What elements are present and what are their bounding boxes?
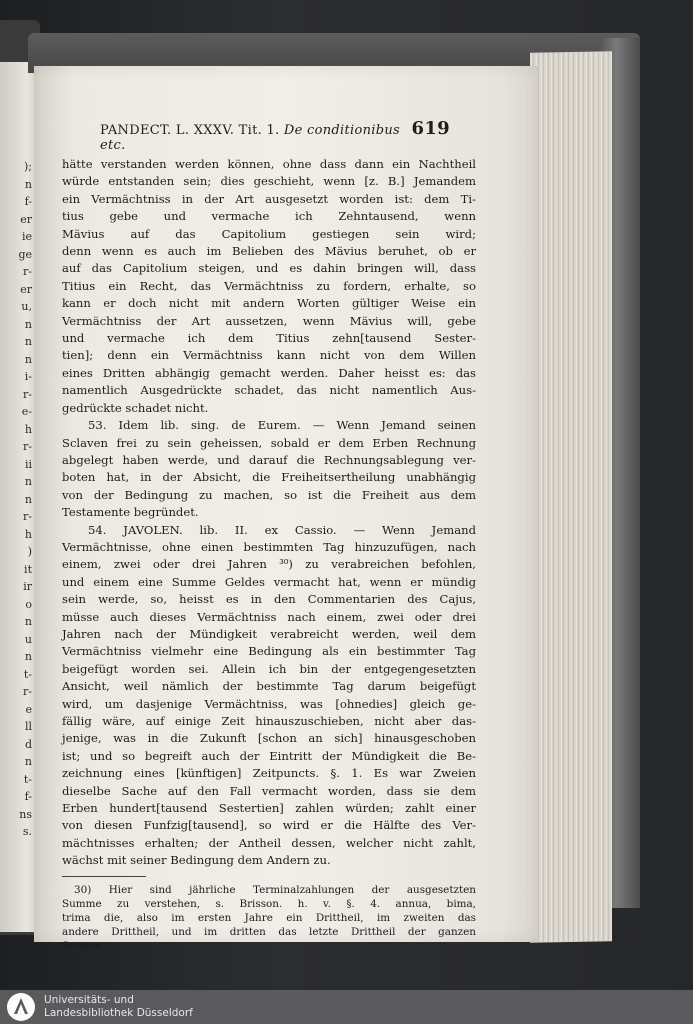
library-name-line2: Landesbibliothek Düsseldorf bbox=[44, 1007, 193, 1019]
margin-fragment: er bbox=[20, 282, 32, 296]
left-page-margin-text bbox=[12, 158, 32, 841]
margin-fragment: n bbox=[24, 177, 32, 191]
left-page bbox=[0, 62, 34, 932]
text-line: Testamente begründet. bbox=[62, 505, 199, 520]
text-line: Ansicht, weil nämlich der bestimmte Tag darum beigefügt bbox=[62, 679, 476, 694]
margin-fragment: n bbox=[24, 317, 32, 331]
margin-fragment: r- bbox=[23, 387, 32, 401]
text-line: 54. JAVOLEN. lib. II. ex Cassio. — Wenn Jemand bbox=[88, 522, 476, 537]
margin-fragment: ir bbox=[23, 580, 32, 593]
text-line: dieselbe Sache auf den Fall vermacht worden, dass sie dem bbox=[62, 783, 476, 798]
text-line: hätte verstanden werden können, ohne dass dann ein Nachtheil bbox=[62, 157, 476, 171]
header-left: PANDECT. L. XXXV. Tit. 1. bbox=[100, 123, 280, 138]
margin-fragment: f- bbox=[24, 195, 32, 208]
margin-fragment: e- bbox=[21, 405, 32, 418]
margin-fragment: n bbox=[24, 755, 32, 768]
library-logo-icon bbox=[6, 992, 36, 1022]
margin-fragment: t- bbox=[23, 667, 32, 681]
margin-fragment: f- bbox=[24, 790, 32, 803]
text-line: tius gebe und vermache ich Zehntausend, wenn bbox=[62, 209, 476, 224]
text-line: Erben hundert[tausend Sestertien] zahlen würden; zahlt einer bbox=[62, 801, 476, 816]
footnote-line: Summe zu verstehen, s. Brisson. h. v. §. 4. annua, bima, bbox=[62, 897, 476, 910]
footnote bbox=[62, 883, 476, 953]
text-line: boten hat, in der Absicht, die Freiheitsertheilung unabhängig bbox=[62, 470, 476, 485]
margin-fragment: ii bbox=[24, 457, 32, 471]
margin-fragment: ll bbox=[24, 720, 32, 733]
footnote-line: trima die, also im ersten Jahre ein Drittheil, im zweiten das bbox=[62, 911, 476, 924]
margin-fragment: ge bbox=[18, 247, 32, 261]
margin-fragment: r- bbox=[23, 685, 32, 698]
text-line: kann er doch nicht mit andern Worten gültiger Weise ein bbox=[62, 296, 476, 311]
text-line: zeichnung eines [künftigen] Zeitpuncts. §. 1. Es war Zweien bbox=[62, 766, 476, 781]
page-body bbox=[62, 156, 476, 953]
text-line: von der Bedingung zu machen, so ist die Freiheit aus dem bbox=[62, 487, 476, 502]
library-footer bbox=[0, 990, 693, 1024]
text-line: namentlich Ausgedrückte schadet, das nicht namentlich Aus- bbox=[62, 383, 476, 398]
text-line: einem, zwei oder drei Jahren ³⁰) zu verabreichen befohlen, bbox=[62, 557, 476, 572]
text-line: fällig wäre, auf einige Zeit hinauszuschieben, nicht aber das- bbox=[62, 714, 476, 728]
text-line: Sclaven frei zu sein geheissen, sobald er dem Erben Rechnung bbox=[62, 435, 476, 450]
margin-fragment: e bbox=[25, 702, 32, 716]
text-line: ein Vermächtniss in der Art ausgesetzt worden ist: dem Ti- bbox=[62, 191, 476, 206]
header-title bbox=[100, 123, 412, 153]
page-number: 619 bbox=[411, 118, 450, 139]
text-line: Vermächtniss der Art aussetzen, wenn Mävius will, gebe bbox=[62, 313, 476, 328]
margin-fragment: n bbox=[24, 475, 32, 488]
margin-fragment: it bbox=[24, 562, 32, 576]
text-line: jenige, was in die Zukunft [schon an sich] hinausgeschoben bbox=[62, 731, 476, 746]
margin-fragment: n bbox=[24, 492, 32, 506]
margin-fragment: h bbox=[24, 422, 32, 436]
text-line: müsse auch dieses Vermächtniss nach einem, zwei oder drei bbox=[62, 609, 476, 624]
margin-fragment: ) bbox=[27, 545, 32, 558]
text-line: Titius ein Recht, das Vermächtniss zu fordern, erhalte, so bbox=[62, 278, 476, 293]
text-line: von diesen Funfzig[tausend], so wird er die Hälfte des Ver- bbox=[62, 818, 476, 833]
margin-fragment: ); bbox=[24, 160, 32, 173]
text-line: und vermache ich dem Titius zehn[tausend Sester- bbox=[62, 331, 476, 346]
footnote-rule bbox=[62, 876, 146, 877]
margin-fragment: ns bbox=[19, 807, 32, 821]
text-line: Vermächtnisse, ohne einen bestimmten Tag hinzuzufügen, nach bbox=[62, 539, 476, 554]
text-line: beigefügt worden sei. Allein ich bin der entgegengesetzten bbox=[62, 661, 476, 676]
text-line: ist; und so begreift auch der Eintritt der Mündigkeit die Be- bbox=[62, 748, 476, 763]
margin-fragment: n bbox=[24, 650, 32, 663]
margin-fragment: t- bbox=[23, 772, 32, 786]
text-line: Mävius auf das Capitolium gestiegen sein wird; bbox=[62, 226, 476, 241]
footnote-line: andere Drittheil, und im dritten das letzte Drittheil der ganzen bbox=[62, 925, 476, 938]
text-line: wächst mit seiner Bedingung dem Andern zu. bbox=[62, 853, 331, 868]
page-edges bbox=[530, 51, 612, 942]
margin-fragment: ie bbox=[21, 230, 32, 243]
text-line: tien]; denn ein Vermächtniss kann nicht von dem Willen bbox=[62, 348, 476, 363]
margin-fragment: u bbox=[24, 632, 32, 646]
header-italic: De conditionibus etc. bbox=[100, 123, 401, 153]
text-line: denn wenn es auch im Belieben des Mävius beruhet, ob er bbox=[62, 244, 476, 259]
margin-fragment: r- bbox=[23, 440, 32, 453]
library-name-line1: Universitäts- und bbox=[44, 994, 134, 1006]
footnote-line: Summe. bbox=[62, 939, 105, 952]
text-line: mächtnisses erhalten; der Antheil dessen, welcher nicht zahlt, bbox=[62, 835, 476, 850]
margin-fragment: h bbox=[24, 527, 32, 541]
body-text bbox=[62, 156, 476, 870]
text-line: würde entstanden sein; dies geschieht, wenn [z. B.] Jemandem bbox=[62, 174, 476, 189]
library-name bbox=[44, 994, 193, 1020]
margin-fragment: s. bbox=[22, 825, 32, 838]
margin-fragment: r- bbox=[23, 265, 32, 278]
text-line: Vermächtniss vielmehr eine Bedingung als ein bestimmter Tag bbox=[62, 644, 476, 659]
running-header bbox=[100, 118, 450, 153]
text-line: 53. Idem lib. sing. de Eurem. — Wenn Jemand seinen bbox=[88, 418, 476, 433]
margin-fragment: n bbox=[24, 335, 32, 348]
margin-fragment: n bbox=[24, 352, 32, 366]
footnote-line: 30) Hier sind jährliche Terminalzahlungen der ausgesetzten bbox=[74, 883, 476, 896]
text-line: abgelegt haben werde, und darauf die Rechnungsablegung ver- bbox=[62, 452, 476, 467]
margin-fragment: i- bbox=[24, 370, 32, 383]
right-page bbox=[34, 66, 538, 952]
text-line: und einem eine Summe Geldes vermacht hat, wenn er mündig bbox=[62, 574, 476, 589]
text-line: gedrückte schadet nicht. bbox=[62, 400, 209, 415]
margin-fragment: o bbox=[25, 597, 32, 611]
text-line: auf das Capitolium steigen, und es dahin bringen will, dass bbox=[62, 261, 476, 276]
text-line: eines Dritten abhängig gemacht werden. Daher heisst es: das bbox=[62, 365, 476, 380]
margin-fragment: n bbox=[24, 615, 32, 628]
margin-fragment: u, bbox=[21, 300, 32, 313]
text-line: Jahren nach der Mündigkeit verabreicht werden, weil dem bbox=[62, 626, 476, 641]
margin-fragment: r- bbox=[23, 510, 32, 523]
margin-fragment: er bbox=[20, 212, 32, 226]
text-line: wird, um dasjenige Vermächtniss, was [ohnedies] gleich ge- bbox=[62, 696, 476, 711]
margin-fragment: d bbox=[24, 737, 32, 751]
text-line: sein werde, so, heisst es in den Commentarien des Cajus, bbox=[62, 592, 476, 607]
